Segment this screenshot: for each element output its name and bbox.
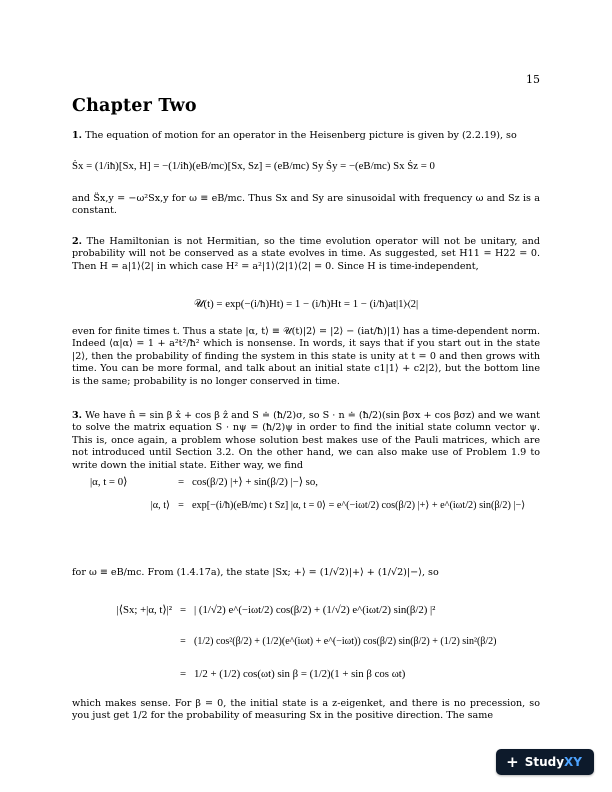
badge-label: [525, 755, 582, 769]
eq-b-rhs: exp[−(i/ħ)(eB/mc) t Sz] |α, t = 0⟩ = e^(−iωt/2) cos(β/2) |+⟩ + e^(iωt/2) sin(β/2) |−⟩: [192, 500, 526, 511]
eq-d-rel: =: [180, 636, 186, 647]
problem-2-number: 2.: [72, 236, 83, 247]
problem-2-text-1: [72, 236, 540, 273]
problem-3-equation-e: [72, 668, 540, 680]
eq-b-rel: =: [178, 500, 184, 511]
eq-a-rel: =: [177, 476, 185, 488]
problem-1-equation: Ṡx = (1/iħ)[Sx, H] = −(1/iħ)(eB/mc)[Sx, Sz] = (eB/mc) Sy Ṡy = −(eB/mc) Sx Ṡz = 0: [72, 160, 435, 172]
eq-e-rhs: 1/2 + (1/2) cos(ωt) sin β = (1/2)(1 + sin β cos ωt): [194, 668, 406, 680]
problem-2-equation: 𝒰(t) = exp(−(i/ħ)Ht) = 1 − (i/ħ)Ht = 1 − (i/ħ)at|1⟩⟨2|: [193, 298, 419, 310]
problem-1-intro: [72, 130, 540, 142]
problem-1-intro-text: The equation of motion for an operator in the Heisenberg picture is given by (2.2.19), so: [85, 130, 517, 141]
eq-e-rel: =: [179, 668, 187, 680]
problem-3-text-1: [72, 410, 540, 472]
eq-c-rel: =: [179, 604, 187, 616]
problem-3-equation-d: [72, 636, 540, 647]
problem-3-text-1-body: We have n̂ = sin β x̂ + cos β ẑ and S ≐ (ħ/2)σ, so S · n ≐ (ħ/2)(sin βσx + cos βσz) and we want to solve the matrix equation S · nψ = (ħ/2)ψ in order to find the initial state column vector ψ. This is, once again, a problem whose solution best makes use of the Pauli matrices, which are not introduced until Section 3.2. On the other hand, we can also make use of Problem 1.9 to write down the initial state. Either way, we find: [72, 410, 540, 471]
eq-c-rhs: | (1/√2) e^(−iωt/2) cos(β/2) + (1/√2) e^(iωt/2) sin(β/2) |²: [194, 604, 436, 616]
problem-1-number: 1.: [72, 130, 83, 141]
problem-3-equation-c: [72, 603, 540, 616]
plus-icon: +: [506, 753, 519, 771]
problem-2-text-1-body: The Hamiltonian is not Hermitian, so the time evolution operator will not be unitary, and probability will not be conserved as a state evolves in time. As suggested, set H11 = H22 = 0. Then H = a|1⟩⟨2| in which case H² = a²|1⟩⟨2|1⟩⟨2| = 0. Since H is time-independent,: [72, 236, 540, 272]
eq-d-rhs: (1/2) cos²(β/2) + (1/2)(e^(iωt) + e^(−iωt)) cos(β/2) sin(β/2) + (1/2) sin²(β/2): [194, 636, 497, 647]
badge-text-b: XY: [564, 755, 582, 769]
chapter-title: Chapter Two: [72, 96, 197, 116]
badge-text-a: Study: [524, 755, 565, 769]
problem-3-text-2: for ω ≡ eB/mc. From (1.4.17a), the state |Sx; +⟩ = (1/√2)|+⟩ + (1/√2)|−⟩, so: [72, 567, 439, 578]
eq-b-lhs: |α, t⟩: [150, 500, 170, 511]
problem-1-conclusion: and S̈x,y = −ω²Sx,y for ω ≡ eB/mc. Thus Sx and Sy are sinusoidal with frequency ω and Sz is a constant.: [72, 193, 540, 217]
problem-3-text-3: which makes sense. For β = 0, the initial state is a z-eigenket, and there is no precession, so you just get 1/2 for the probability of measuring Sx in the positive direction. The same: [72, 698, 540, 722]
page-number: 15: [526, 73, 540, 86]
problem-3-equation-b: [72, 500, 540, 511]
problem-3-number: 3.: [72, 410, 83, 421]
eq-a-lhs: |α, t = 0⟩: [90, 476, 128, 488]
studyxy-badge[interactable]: [496, 749, 594, 775]
eq-a-rhs: cos(β/2) |+⟩ + sin(β/2) |−⟩ so,: [192, 476, 318, 488]
problem-3-equation-a: [72, 475, 540, 488]
eq-c-lhs: |⟨Sx; +|α, t⟩|²: [116, 604, 172, 616]
problem-2-text-2: even for finite times t. Thus a state |α, t⟩ ≡ 𝒰(t)|2⟩ = |2⟩ − (iat/ħ)|1⟩ has a time-dependent norm. Indeed ⟨α|α⟩ = 1 + a²t²/ħ² which is nonsense. In words, it says that if you start out in the state |2⟩, then the probability of finding the system in this state is unity at t = 0 and then grows with time. You can be more formal, and talk about an initial state c1|1⟩ + c2|2⟩, but the bottom line is the same; probability is no longer conserved in time.: [72, 326, 541, 387]
